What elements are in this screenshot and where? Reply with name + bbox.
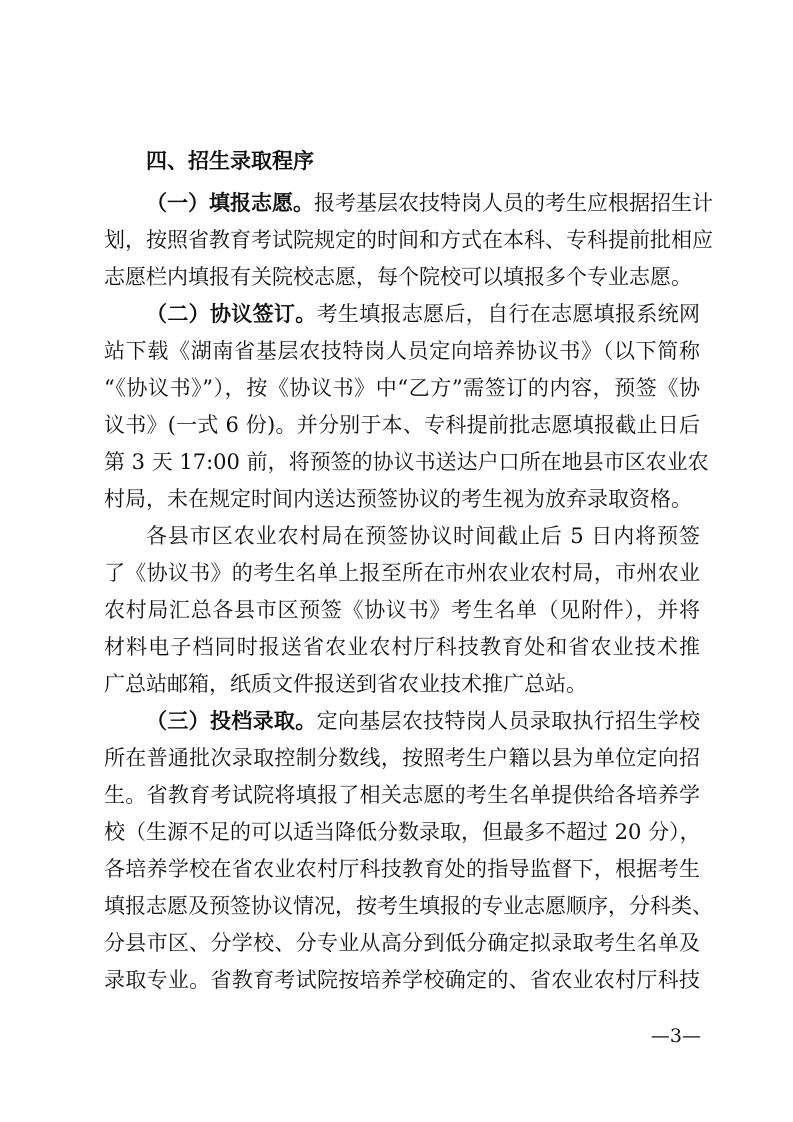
- paragraph-4-line-7: 分县市区、分学校、分专业从高分到低分确定拟录取考生名单及: [104, 931, 700, 955]
- paragraph-4-line-4: 校（生源不足的可以适当降低分数录取，但最多不超过 20 分），: [104, 820, 701, 844]
- paragraph-2-line-3: “《协议书》”），按《协议书》中“乙方”需签订的内容，预签《协: [104, 376, 700, 400]
- section-heading: 四、招生录取程序: [146, 149, 314, 173]
- paragraph-4-text: 定向基层农技特岗人员录取执行招生学校: [316, 709, 701, 733]
- paragraph-4-line-1: [146, 706, 700, 736]
- paragraph-3-line-5: 广总站邮箱，纸质文件报送到省农业技术推广总站。: [104, 672, 587, 696]
- paragraph-4-line-3: 生。省教育考试院将填报了相关志愿的考生名单提供给各培养学: [104, 783, 700, 807]
- paragraph-1-line-1: [146, 188, 713, 218]
- paragraph-3-line-3: 农村局汇总各县市区预签《协议书》考生名单（见附件），并将: [104, 598, 700, 622]
- paragraph-3-line-2: 了《协议书》的考生名单上报至所在市州农业农村局，市州农业: [104, 561, 700, 585]
- paragraph-4-label: （三）投档录取。: [146, 709, 317, 733]
- paragraph-2-line-4: 议书》(一式 6 份)。并分别于本、专科提前批志愿填报截止日后: [104, 413, 700, 437]
- paragraph-2-line-5: 第 3 天 17:00 前，将预签的协议书送达户口所在地县市区农业农: [104, 450, 709, 474]
- paragraph-3-line-1: 各县市区农业农村局在预签协议时间截止后 5 日内将预签: [146, 524, 700, 548]
- paragraph-2-text: 考生填报志愿后，自行在志愿填报系统网: [316, 302, 701, 326]
- paragraph-2-line-2: 站下载《湖南省基层农技特岗人员定向培养协议书》（以下简称: [104, 339, 700, 363]
- paragraph-1-text: 报考基层农技特岗人员的考生应根据招生计: [314, 191, 713, 215]
- paragraph-1-label: （一）填报志愿。: [146, 191, 314, 215]
- paragraph-4-line-8: 录取专业。省教育考试院按培养学校确定的、省农业农村厅科技: [104, 968, 700, 992]
- paragraph-2-label: （二）协议签订。: [146, 302, 317, 326]
- paragraph-2-line-6: 村局，未在规定时间内送达预签协议的考生视为放弃录取资格。: [104, 487, 692, 511]
- page-number: —3—: [650, 1025, 701, 1047]
- paragraph-4-line-5: 各培养学校在省农业农村厅科技教育处的指导监督下，根据考生: [104, 857, 700, 881]
- paragraph-3-line-4: 材料电子档同时报送省农业农村厅科技教育处和省农业技术推: [104, 635, 700, 659]
- paragraph-1-line-3: 志愿栏内填报有关院校志愿，每个院校可以填报多个专业志愿。: [104, 265, 692, 289]
- paragraph-1-line-2: 划，按照省教育考试院规定的时间和方式在本科、专科提前批相应: [104, 228, 713, 252]
- paragraph-4-line-6: 填报志愿及预签协议情况，按考生填报的专业志愿顺序，分科类、: [104, 894, 713, 918]
- paragraph-2-line-1: [146, 299, 700, 329]
- paragraph-4-line-2: 所在普通批次录取控制分数线，按照考生户籍以县为单位定向招: [104, 746, 700, 770]
